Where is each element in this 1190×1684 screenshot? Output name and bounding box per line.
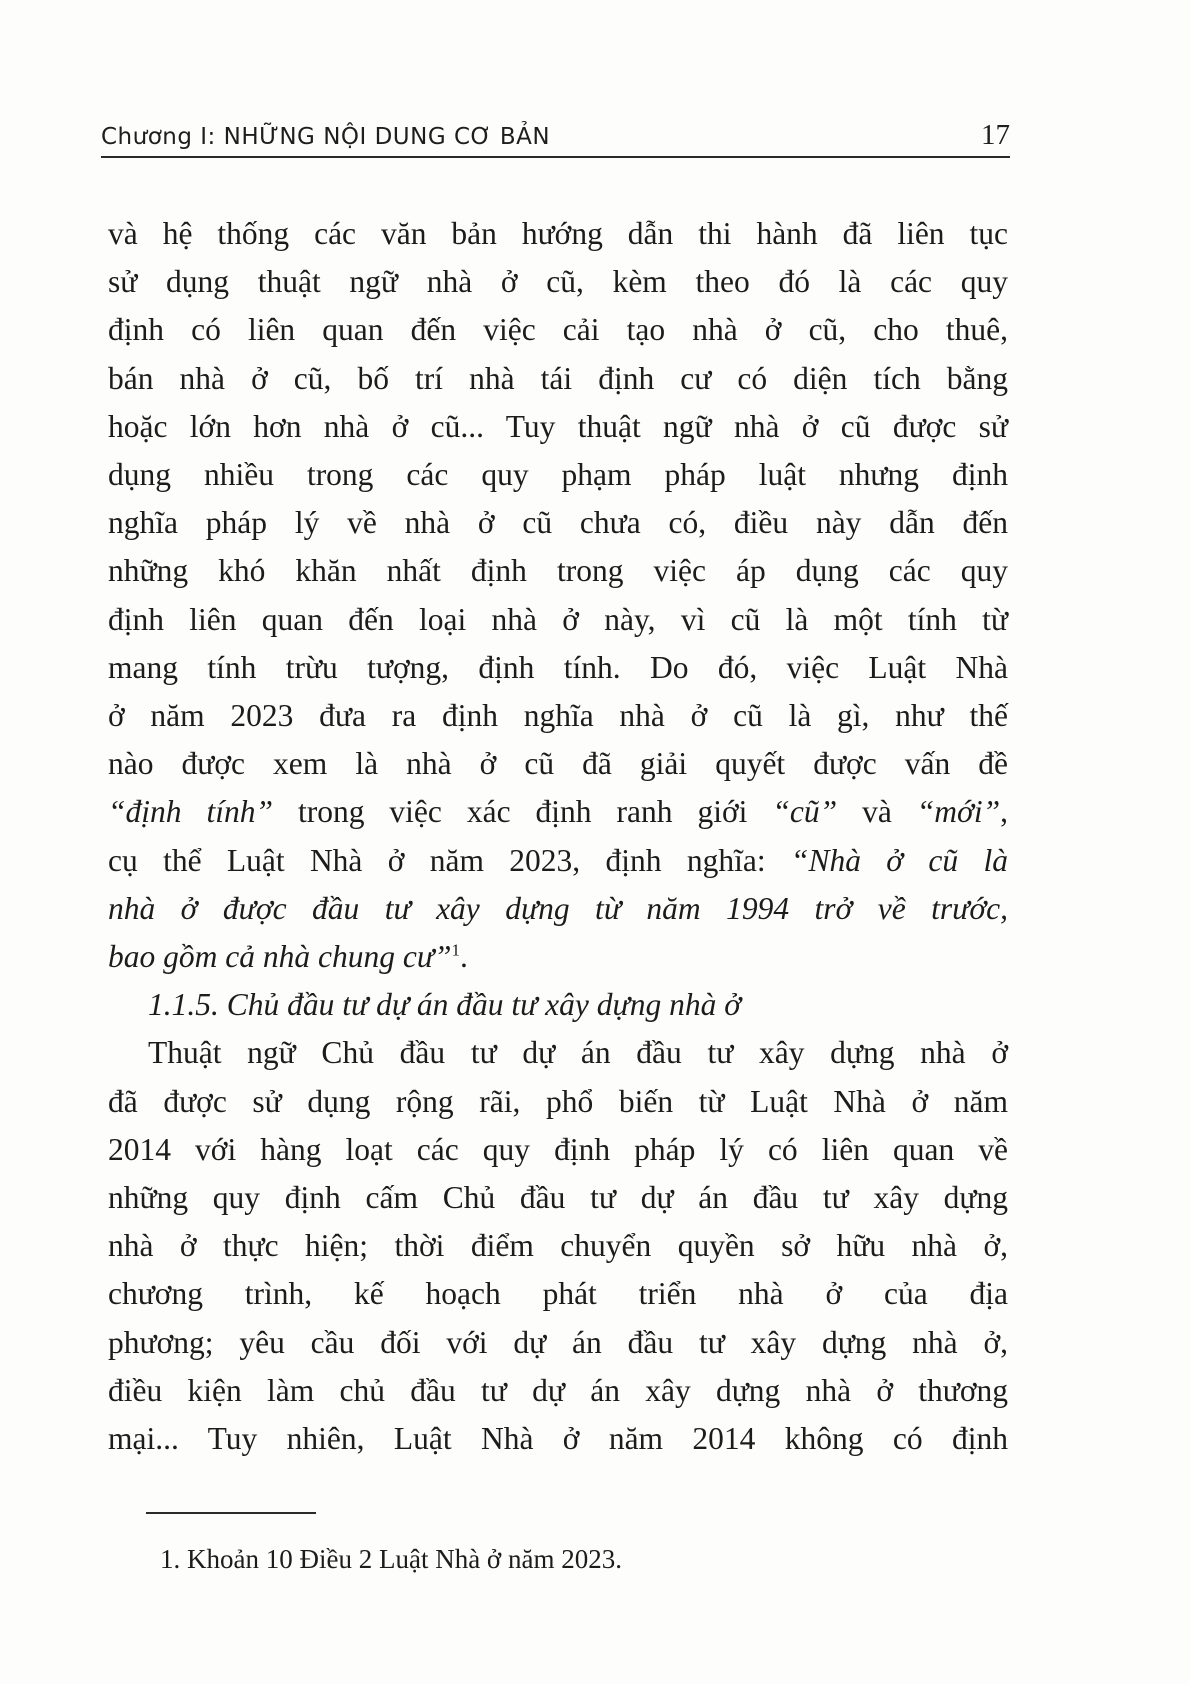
text-line: phương; yêu cầu đối với dự án đầu tư xây dựng nhà ở, xyxy=(108,1324,1008,1360)
text-line: nhà ở thực hiện; thời điểm chuyển quyền sở hữu nhà ở, xyxy=(108,1228,1008,1264)
section-heading: 1.1.5. Chủ đầu tư dự án đầu tư xây dựng nhà ở xyxy=(148,987,742,1023)
text-line: những khó khăn nhất định trong việc áp dụng các quy xyxy=(108,553,1008,589)
text-line: định có liên quan đến việc cải tạo nhà ở cũ, cho thuê, xyxy=(108,312,1008,348)
text-line: Thuật ngữ Chủ đầu tư dự án đầu tư xây dựng nhà ở xyxy=(148,1035,1008,1071)
text-line: chương trình, kế hoạch phát triển nhà ở của địa xyxy=(108,1276,1008,1312)
quoted-definition: “Nhà ở cũ là xyxy=(790,842,1008,878)
text-segment: trong việc xác định ranh giới xyxy=(273,794,773,830)
quoted-term: “định tính” xyxy=(108,794,274,830)
text-line: điều kiện làm chủ đầu tư dự án xây dựng nhà ở thương xyxy=(108,1372,1008,1408)
text-line: hoặc lớn hơn nhà ở cũ... Tuy thuật ngữ nhà ở cũ được sử xyxy=(108,408,1008,444)
text-line: nghĩa pháp lý về nhà ở cũ chưa có, điều này dẫn đến xyxy=(108,505,1008,541)
text-line: đã được sử dụng rộng rãi, phổ biến từ Luật Nhà ở năm xyxy=(108,1083,1008,1119)
text-line: dụng nhiều trong các quy phạm pháp luật nhưng định xyxy=(108,457,1008,493)
footnote-divider xyxy=(146,1512,316,1514)
text-line xyxy=(108,837,1008,885)
text-segment: cụ thể Luật Nhà ở năm 2023, định nghĩa: xyxy=(108,842,791,878)
text-line: 2014 với hàng loạt các quy định pháp lý có liên quan về xyxy=(108,1131,1008,1167)
text-segment: , xyxy=(1000,794,1009,830)
text-segment: . xyxy=(460,939,468,975)
text-line: những quy định cấm Chủ đầu tư dự án đầu tư xây dựng xyxy=(108,1180,1008,1216)
quoted-definition: bao gồm cả nhà chung cư” xyxy=(108,939,452,975)
text-line xyxy=(108,933,1008,981)
text-line xyxy=(108,788,1008,836)
text-line: ở năm 2023 đưa ra định nghĩa nhà ở cũ là gì, như thế xyxy=(108,698,1008,734)
text-line: mang tính trừu tượng, định tính. Do đó, việc Luật Nhà xyxy=(108,649,1008,685)
text-line: bán nhà ở cũ, bố trí nhà tái định cư có diện tích bằng xyxy=(108,360,1008,396)
quoted-term: “cũ” xyxy=(772,794,838,830)
quoted-term: “mới” xyxy=(916,794,1001,830)
footnote: 1. Khoản 10 Điều 2 Luật Nhà ở năm 2023. xyxy=(160,1544,622,1574)
text-line: định liên quan đến loại nhà ở này, vì cũ là một tính từ xyxy=(108,601,1008,637)
text-line: và hệ thống các văn bản hướng dẫn thi hành đã liên tục xyxy=(108,216,1008,251)
chapter-title: Chương I: NHỮNG NỘI DUNG CƠ BẢN xyxy=(101,124,551,150)
page-number: 17 xyxy=(981,119,1010,151)
text-line: mại... Tuy nhiên, Luật Nhà ở năm 2014 không có định xyxy=(108,1421,1008,1457)
body-text xyxy=(108,210,1008,1463)
quoted-definition-line: nhà ở được đầu tư xây dựng từ năm 1994 trở về trước, xyxy=(108,890,1008,926)
footnote-marker: 1 xyxy=(451,940,461,960)
text-line: sử dụng thuật ngữ nhà ở cũ, kèm theo đó là các quy xyxy=(108,264,1008,300)
text-line: nào được xem là nhà ở cũ đã giải quyết được vấn đề xyxy=(108,746,1008,782)
running-header xyxy=(101,116,1010,158)
text-segment: và xyxy=(837,794,917,830)
